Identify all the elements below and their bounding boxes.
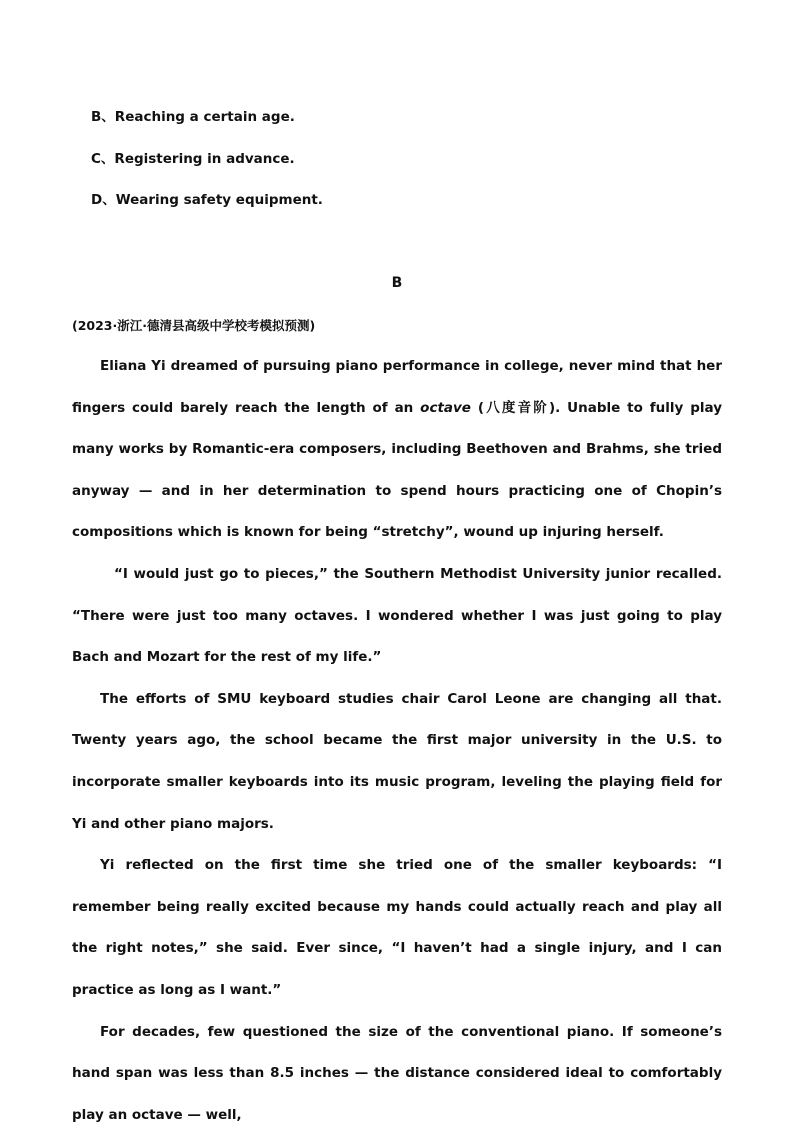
- option-text: Reaching a certain age.: [115, 109, 295, 125]
- paragraph-2: “I would just go to pieces,” the Southern Methodist University junior recalled. “There were just too many octaves. I wondered whether I was just going to play Bach and Mozart for the rest of my life.”: [72, 554, 722, 679]
- option-text: Registering in advance.: [114, 151, 294, 167]
- option-letter: C: [91, 151, 101, 167]
- paragraph-4: Yi reflected on the first time she tried one of the smaller keyboards: “I remember being really excited because my hands could actually reach and play all the right notes,” she said. Ever since, “I haven’t had a single injury, and I can practice as long as I want.”: [72, 845, 722, 1011]
- paragraph-1: Eliana Yi dreamed of pursuing piano performance in college, never mind that her fingers could barely reach the length of an octave (八度音阶). Unable to fully play many works by Romantic-era composers, including Beethoven and Brahms, she tried anyway — and in her determination to spend hours practicing one of Chopin’s compositions which is known for being “stretchy”, wound up injuring herself.: [72, 346, 722, 554]
- option-separator: 、: [101, 109, 115, 125]
- option-text: Wearing safety equipment.: [116, 192, 323, 208]
- source-citation: (2023·浙江·德清县高级中学校考模拟预测): [72, 316, 315, 334]
- option-letter: B: [91, 109, 101, 125]
- option-b: [91, 108, 295, 126]
- option-separator: 、: [102, 192, 116, 208]
- option-letter: D: [91, 192, 102, 208]
- option-separator: 、: [101, 151, 115, 167]
- paragraph-5: For decades, few questioned the size of the conventional piano. If someone’s hand span was less than 8.5 inches — the distance considered ideal to comfortably play an octave — well,: [72, 1012, 722, 1136]
- section-heading: B: [0, 275, 794, 291]
- option-c: [91, 150, 295, 168]
- paragraph-3: The efforts of SMU keyboard studies chair Carol Leone are changing all that. Twenty years ago, the school became the first major university in the U.S. to incorporate smaller keyboards into its music program, leveling the playing field for Yi and other piano majors.: [72, 679, 722, 845]
- italic-term: octave: [420, 400, 471, 416]
- reading-passage: [72, 346, 722, 1136]
- option-d: [91, 191, 323, 209]
